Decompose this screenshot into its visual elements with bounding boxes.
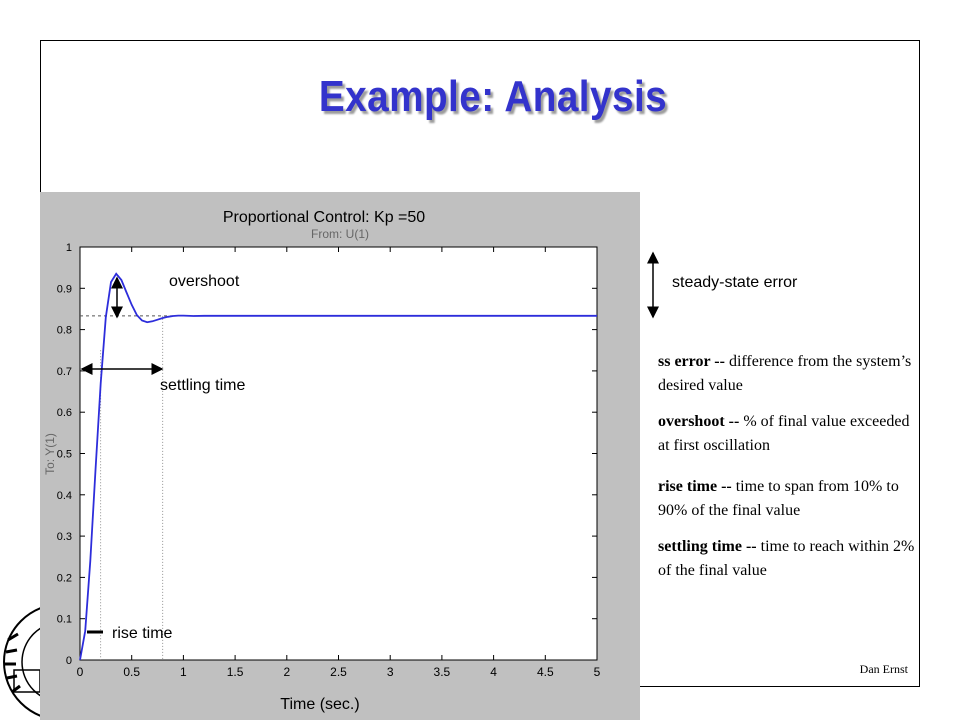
x-tick-label: 0.5 — [123, 665, 141, 679]
x-tick-label: 4.5 — [536, 665, 554, 679]
x-tick-label: 3 — [386, 665, 394, 679]
y-tick-label: 1 — [65, 242, 72, 254]
rise-time-annotation: rise time — [112, 625, 173, 642]
x-axis-label: Time (sec.) — [280, 696, 360, 713]
x-tick-label: 1.5 — [226, 665, 244, 679]
y-tick-label: 0.3 — [56, 531, 72, 544]
definition-term: rise time -- — [658, 478, 732, 495]
matlab-plot-window — [40, 192, 640, 720]
y-tick-label: 0.8 — [56, 324, 72, 337]
definition-settling-time — [658, 535, 923, 583]
y-tick-label: 0.5 — [56, 448, 72, 461]
y-tick-label: 0.4 — [56, 489, 72, 502]
step-response-chart — [40, 192, 640, 720]
x-tick-label: 1 — [180, 665, 187, 679]
definition-text: difference from the system’s desired value — [658, 353, 912, 394]
y-tick-label: 0.2 — [56, 572, 72, 585]
x-tick-label: 3.5 — [433, 665, 451, 679]
x-tick-label: 0 — [76, 665, 84, 679]
definition-rise-time — [658, 475, 923, 523]
chart-title: Proportional Control: Kp =50 — [222, 209, 426, 226]
x-tick-label: 2.5 — [330, 665, 347, 679]
steady-state-error-arrow — [646, 250, 660, 320]
settling-time-annotation: settling time — [160, 377, 246, 394]
slide-title: Example: Analysis — [318, 72, 668, 121]
y-axis-label: To: Y(1) — [43, 433, 57, 475]
definition-text: % of final value exceeded at first oscillation — [658, 413, 910, 454]
author-credit: Dan Ernst — [859, 662, 908, 676]
steady-state-error-label: steady-state error — [672, 274, 798, 291]
definition-text: time to reach within 2% of the final value — [658, 538, 915, 579]
definition-term: overshoot -- — [658, 413, 740, 430]
y-tick-label: 0.6 — [56, 407, 72, 420]
x-tick-label: 5 — [593, 665, 601, 679]
definition-overshoot — [658, 410, 923, 458]
y-tick-label: 0.1 — [56, 613, 72, 626]
y-tick-label: 0.7 — [56, 365, 72, 378]
x-tick-label: 4 — [490, 665, 497, 679]
overshoot-annotation: overshoot — [169, 273, 240, 290]
x-tick-label: 2 — [283, 665, 291, 679]
y-tick-label: 0.9 — [56, 283, 72, 296]
definition-text: time to span from 10% to 90% of the final value — [658, 478, 899, 519]
plot-area — [80, 247, 597, 660]
chart-subtitle: From: U(1) — [311, 227, 369, 241]
definition-term: settling time -- — [658, 538, 757, 555]
definition-ss-error — [658, 350, 923, 398]
definition-term: ss error -- — [658, 353, 725, 370]
y-tick-label: 0 — [65, 655, 72, 667]
